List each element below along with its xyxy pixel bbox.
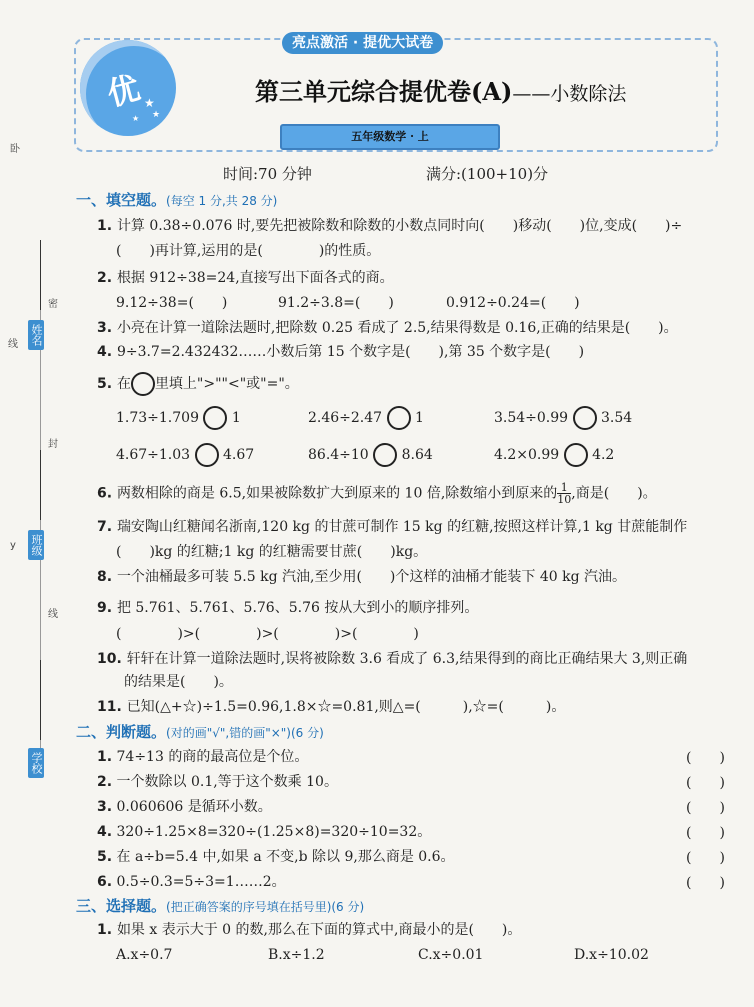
question-line: 的结果是( )。 <box>124 674 233 690</box>
section-title: 一、填空题。 <box>76 191 167 209</box>
side-char: 卧 <box>10 144 20 155</box>
fraction-numerator: 1 <box>557 482 571 494</box>
side-char: 线 <box>8 339 18 350</box>
question: 3. 小亮在计算一道除法题时,把除数 0.25 看成了 2.5,结果得数是 0.16,正确的结果是( )。 <box>97 320 678 336</box>
choice-option[interactable]: D.x÷10.02 <box>574 947 649 963</box>
compare-item <box>494 443 614 467</box>
judge-item <box>97 797 272 817</box>
question: 4. 9÷3.7=2.432432……小数后第 15 个数字是( ),第 35 个数字是( ) <box>97 344 585 360</box>
title-main: 第三单元综合提优卷(A) <box>255 77 513 106</box>
judge-item <box>97 822 431 842</box>
question-text: 小亮在计算一道除法题时,把除数 0.25 看成了 2.5,结果得数是 0.16,正确的结果是( )。 <box>116 320 678 336</box>
question: 6. 两数相除的商是 6.5,如果被除数扩大到原来的 10 倍,除数缩小到原来的 $\frac{1}{10}$ ,商是( )。 <box>97 481 657 506</box>
choice-option[interactable]: A.x÷0.7 <box>116 947 173 963</box>
section-note: (对的画"√",错的画"×")(6 分) <box>166 726 324 740</box>
compare-right: 8.64 <box>401 447 433 463</box>
question-text: 在 <box>116 376 131 392</box>
section-note: (把正确答案的序号填在括号里)(6 分) <box>166 900 365 914</box>
item-number: 4. <box>97 824 113 840</box>
item-text: 一个数除以 0.1,等于这个数乘 10。 <box>116 774 338 790</box>
question-text: 计算 0.38÷0.076 时,要先把被除数和除数的小数点同时向( )移动( )位,变成( )÷ <box>116 218 683 234</box>
compare-item <box>116 443 254 467</box>
compare-right: 4.67 <box>222 447 255 463</box>
answer-circle[interactable] <box>564 443 588 467</box>
question-text: 把 5.761、5.7̇61̇、5.76̇、5.7̇6̇ 按从大到小的顺序排列。 <box>116 600 479 616</box>
compare-left: 86.4÷10 <box>308 447 369 463</box>
choice-option[interactable]: C.x÷0.01 <box>418 947 484 963</box>
fraction <box>557 482 571 505</box>
item-text: 在 a÷b=5.4 中,如果 a 不变,b 除以 9,那么商是 0.6。 <box>116 849 455 865</box>
answer-blank[interactable]: ( ) <box>686 750 725 766</box>
compare-left: 2.46÷2.47 <box>308 410 383 426</box>
item-text: 0.5÷0.3=5÷3=1……2。 <box>116 874 286 890</box>
question-text: 已知(△+☆)÷1.5=0.96,1.8×☆=0.81,则△=( ),☆=( )。 <box>126 699 566 715</box>
judge-item <box>97 847 455 867</box>
question-line: ( )再计算,运用的是( )的性质。 <box>116 243 381 259</box>
compare-left: 4.67÷1.03 <box>116 447 191 463</box>
section-title: 二、判断题。 <box>76 723 167 741</box>
question: 11. 已知(△+☆)÷1.5=0.96,1.8×☆=0.81,则△=( ),☆=( )。 <box>97 699 566 715</box>
answer-blank[interactable]: ( ) <box>686 800 725 816</box>
item-text: 320÷1.25×8=320÷(1.25×8)=320÷10=32。 <box>116 824 432 840</box>
answer-circle[interactable] <box>195 443 219 467</box>
binding-strip <box>0 0 60 1007</box>
question-text: 9÷3.7=2.432432……小数后第 15 个数字是( ),第 35 个数字是( ) <box>116 344 585 360</box>
answer-circle[interactable] <box>573 406 597 430</box>
star-icon: ★ <box>152 110 161 120</box>
compare-left: 1.73÷1.709 <box>116 410 199 426</box>
circle-icon <box>131 372 155 396</box>
sub-item: 0.912÷0.24=( ) <box>446 295 580 311</box>
class-blank <box>40 450 41 520</box>
fraction-denominator: 10 <box>557 493 572 506</box>
answer-circle[interactable] <box>203 406 227 430</box>
name-blank <box>40 240 41 310</box>
school-tag: 学校 <box>28 748 44 778</box>
question-line: ( )>( )>( )>( ) <box>116 626 419 642</box>
item-number: 5. <box>97 849 113 865</box>
answer-circle[interactable] <box>387 406 411 430</box>
sub-item: 91.2÷3.8=( ) <box>278 295 394 311</box>
item-text: 74÷13 的商的最高位是个位。 <box>116 749 309 765</box>
side-char: 线 <box>48 609 58 620</box>
question: 5. 在 里填上">""<"或"="。 <box>97 372 299 396</box>
class-tag: 班级 <box>28 530 44 560</box>
choice-option[interactable]: B.x÷1.2 <box>268 947 325 963</box>
section-title: 三、选择题。 <box>76 897 167 915</box>
star-icon: ★ <box>144 96 155 110</box>
badge-label: 优 <box>103 68 144 114</box>
grade-ribbon: 五年级数学 · 上 <box>280 124 500 150</box>
question-line: ( )kg 的红糖;1 kg 的红糖需要甘蔗( )kg。 <box>116 544 428 560</box>
star-icon: ★ <box>132 114 140 123</box>
section-heading <box>76 896 364 917</box>
question-text: 轩轩在计算一道除法题时,误将被除数 3.6 看成了 6.3,结果得到的商比正确结果大 3,则正确 <box>126 651 688 667</box>
section-heading <box>76 722 324 743</box>
answer-blank[interactable]: ( ) <box>686 825 725 841</box>
compare-item <box>308 443 433 467</box>
answer-blank[interactable]: ( ) <box>686 775 725 791</box>
name-tag: 姓名 <box>28 320 44 350</box>
item-text: 0.060606 是循环小数。 <box>116 799 272 815</box>
compare-left: 3.54÷0.99 <box>494 410 569 426</box>
question: 7. 瑞安陶山红糖闻名浙南,120 kg 的甘蔗可制作 15 kg 的红糖,按照这样计算,1 kg 甘蔗能制作 <box>97 519 688 535</box>
exam-score: 满分:(100+10)分 <box>426 165 549 183</box>
sub-item: 9.12÷38=( ) <box>116 295 228 311</box>
side-char: 封 <box>48 439 58 450</box>
side-char: 密 <box>48 299 58 310</box>
judge-item <box>97 872 286 892</box>
item-number: 1. <box>97 749 113 765</box>
badge <box>80 40 176 136</box>
question: 10. 轩轩在计算一道除法题时,误将被除数 3.6 看成了 6.3,结果得到的商比正确结果大 3,则正确 <box>97 651 688 667</box>
compare-item <box>494 406 632 430</box>
question: 1. 计算 0.38÷0.076 时,要先把被除数和除数的小数点同时向( )移动( )位,变成( )÷ <box>97 218 683 234</box>
question-text: 如果 x 表示大于 0 的数,那么在下面的算式中,商最小的是( )。 <box>116 922 522 938</box>
banner: 亮点激活 · 提优大试卷 <box>282 32 443 54</box>
compare-item <box>116 406 241 430</box>
title-sub: ——小数除法 <box>512 83 627 105</box>
judge-item <box>97 772 338 792</box>
item-number: 6. <box>97 874 113 890</box>
page-title <box>255 72 626 107</box>
compare-right: 3.54 <box>600 410 633 426</box>
judge-item <box>97 747 308 767</box>
side-char: y <box>10 540 16 551</box>
question-text: 两数相除的商是 6.5,如果被除数扩大到原来的 10 倍,除数缩小到原来的 <box>116 485 558 502</box>
compare-right: 1 <box>414 410 424 426</box>
compare-right: 1 <box>231 410 241 426</box>
item-number: 3. <box>97 799 113 815</box>
item-number: 2. <box>97 774 113 790</box>
question-text: 瑞安陶山红糖闻名浙南,120 kg 的甘蔗可制作 15 kg 的红糖,按照这样计算,1 kg 甘蔗能制作 <box>116 519 688 535</box>
answer-blank[interactable]: ( ) <box>686 875 725 891</box>
compare-item <box>308 406 424 430</box>
section-note: (每空 1 分,共 28 分) <box>166 194 278 208</box>
question: 9. 把 5.761、5.7̇61̇、5.76̇、5.7̇6̇ 按从大到小的顺序排列。 <box>97 600 479 616</box>
question-text: 里填上">""<"或"="。 <box>154 376 299 392</box>
school-blank <box>40 660 41 740</box>
question-text: ,商是( )。 <box>571 485 657 502</box>
question-text: 根据 912÷38=24,直接写出下面各式的商。 <box>116 270 394 286</box>
section-heading <box>76 190 277 211</box>
answer-circle[interactable] <box>373 443 397 467</box>
question-text: 一个油桶最多可装 5.5 kg 汽油,至少用( )个这样的油桶才能装下 40 kg 汽油。 <box>116 569 626 585</box>
exam-time: 时间:70 分钟 <box>223 165 312 183</box>
question: 2. 根据 912÷38=24,直接写出下面各式的商。 <box>97 270 394 286</box>
question: 1. 如果 x 表示大于 0 的数,那么在下面的算式中,商最小的是( )。 <box>97 922 522 938</box>
compare-right: 4.2 <box>592 447 615 463</box>
compare-left: 4.2×0.99 <box>494 447 560 463</box>
answer-blank[interactable]: ( ) <box>686 850 725 866</box>
question: 8. 一个油桶最多可装 5.5 kg 汽油,至少用( )个这样的油桶才能装下 40 kg 汽油。 <box>97 569 626 585</box>
